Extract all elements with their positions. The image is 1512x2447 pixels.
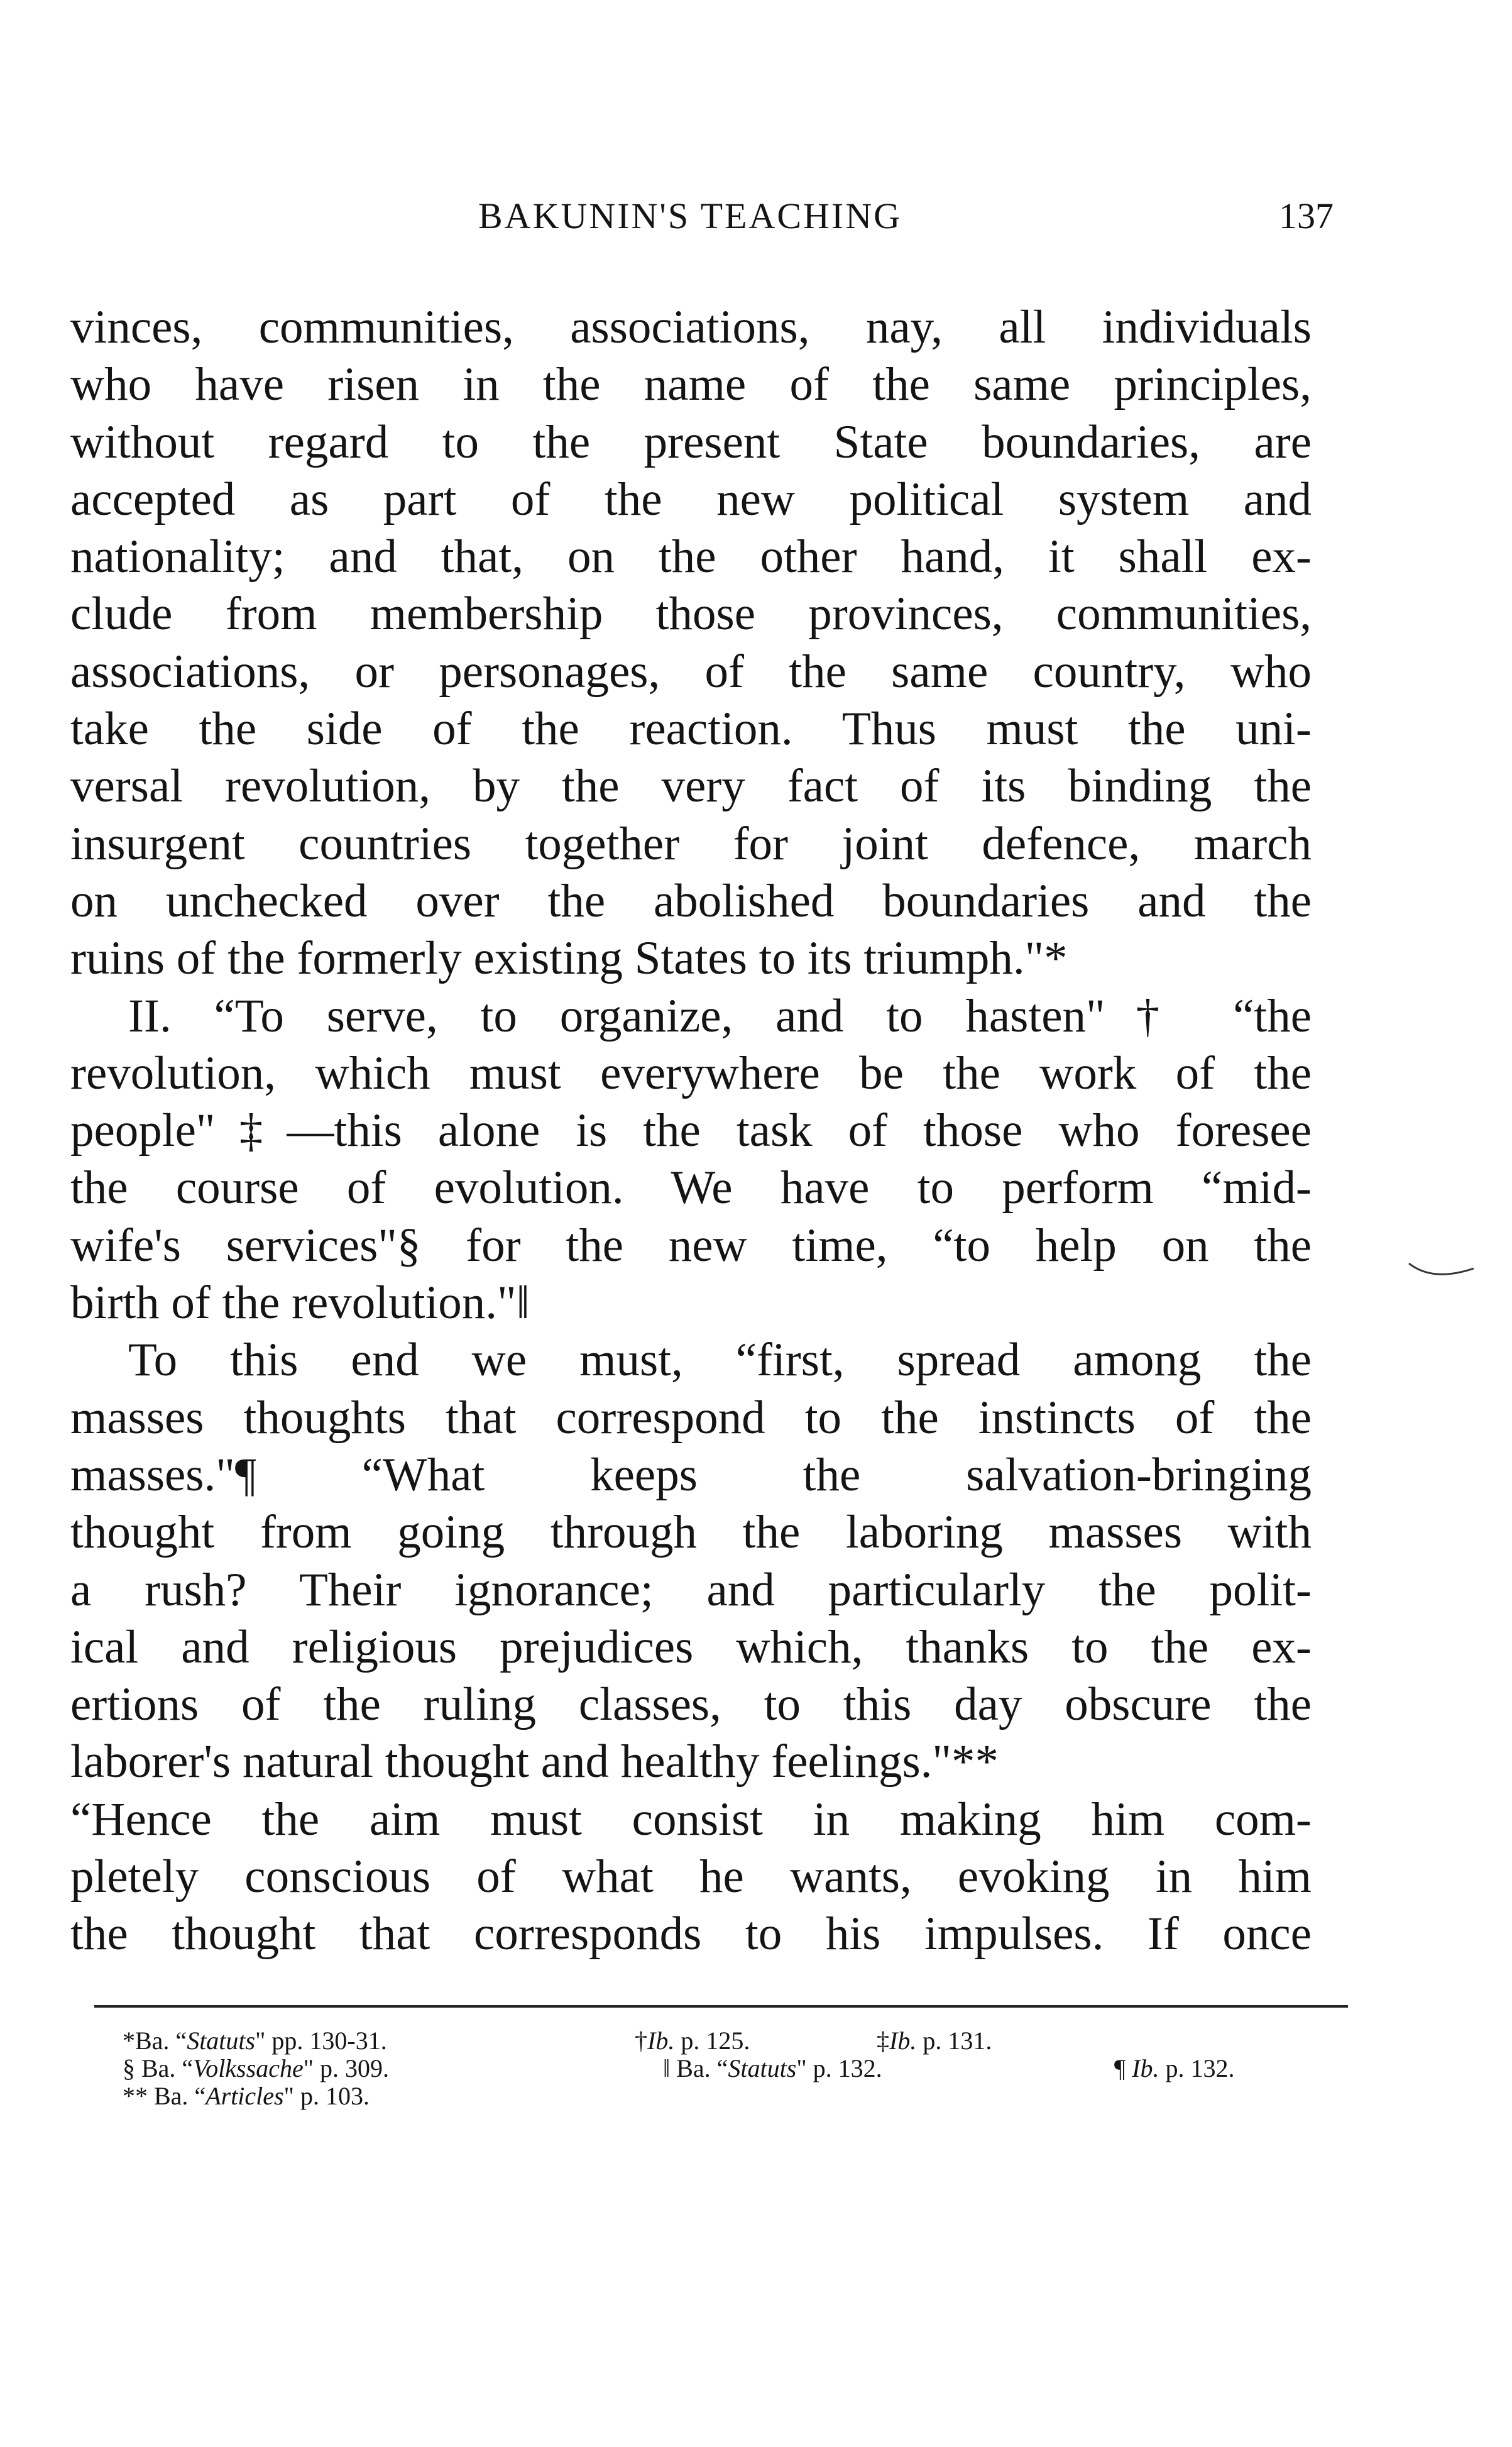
text-line: who have risen in the name of the same principles, xyxy=(70,358,1312,411)
footnote-4: § Ba. “Volkssache" p. 309. xyxy=(123,2054,390,2082)
text-line: the thought that corresponds to his impulses. If once xyxy=(70,1908,1312,1960)
text-line: clude from membership those provinces, communities, xyxy=(70,588,1312,641)
text-line: ruins of the formerly existing States to its triumph."* xyxy=(70,932,1068,985)
page-number: 137 xyxy=(1279,195,1334,236)
text-line: “Hence the aim must consist in making him com- xyxy=(70,1793,1312,1845)
text-line: thought from going through the laboring masses with xyxy=(70,1506,1312,1559)
text-line: revolution, which must everywhere be the work of the xyxy=(70,1047,1312,1099)
text-line: a rush? Their ignorance; and particularly the polit- xyxy=(70,1563,1312,1616)
footnote-divider xyxy=(94,2005,1348,2008)
footnote-3: ‡Ib. p. 131. xyxy=(877,2026,992,2055)
text-line: laborer's natural thought and healthy feelings."** xyxy=(70,1735,999,1788)
footnote-2: †Ib. p. 125. xyxy=(635,2026,750,2055)
text-line: associations, or personages, of the same country, who xyxy=(70,645,1312,698)
footnote-1: *Ba. “Statuts" pp. 130-31. xyxy=(123,2026,387,2055)
text-line: To this end we must, “first, spread among the xyxy=(128,1334,1312,1387)
text-line: masses thoughts that correspond to the instincts of the xyxy=(70,1391,1312,1444)
text-line: people"‡—this alone is the task of those who foresee xyxy=(70,1104,1312,1157)
text-line: without regard to the present State boundaries, are xyxy=(70,415,1312,468)
text-line: ical and religious prejudices which, thanks to the ex- xyxy=(70,1620,1312,1673)
running-title: BAKUNIN'S TEACHING xyxy=(478,195,902,236)
text-line: the course of evolution. We have to perform “mid- xyxy=(70,1162,1312,1214)
body-text xyxy=(70,299,1312,1963)
text-line: ertions of the ruling classes, to this day obscure the xyxy=(70,1678,1312,1731)
text-line: vinces, communities, associations, nay, all individuals xyxy=(70,301,1312,353)
text-line: insurgent countries together for joint defence, march xyxy=(70,817,1312,870)
text-line: II. “To serve, to organize, and to hasten"† “the xyxy=(128,989,1312,1042)
text-line: birth of the revolution."‖ xyxy=(70,1277,530,1329)
footnote-6: ¶ Ib. p. 132. xyxy=(1114,2054,1235,2082)
page-header xyxy=(0,195,1512,245)
text-line: wife's services"§ for the new time, “to help on the xyxy=(70,1219,1312,1272)
footnote-7: ** Ba. “Articles" p. 103. xyxy=(123,2082,370,2110)
footnote-5: ‖ Ba. “Statuts" p. 132. xyxy=(663,2054,882,2082)
text-line: accepted as part of the new political system and xyxy=(70,473,1312,525)
text-line: pletely conscious of what he wants, evoking in him xyxy=(70,1850,1312,1903)
text-line: take the side of the reaction. Thus must the uni- xyxy=(70,703,1312,756)
margin-pencil-mark xyxy=(1408,1257,1477,1282)
text-line: on unchecked over the abolished boundaries and the xyxy=(70,874,1312,927)
text-line: nationality; and that, on the other hand, it shall ex- xyxy=(70,531,1312,583)
text-line: versal revolution, by the very fact of its binding the xyxy=(70,760,1312,813)
text-line: masses."¶ “What keeps the salvation-bringing xyxy=(70,1448,1312,1501)
